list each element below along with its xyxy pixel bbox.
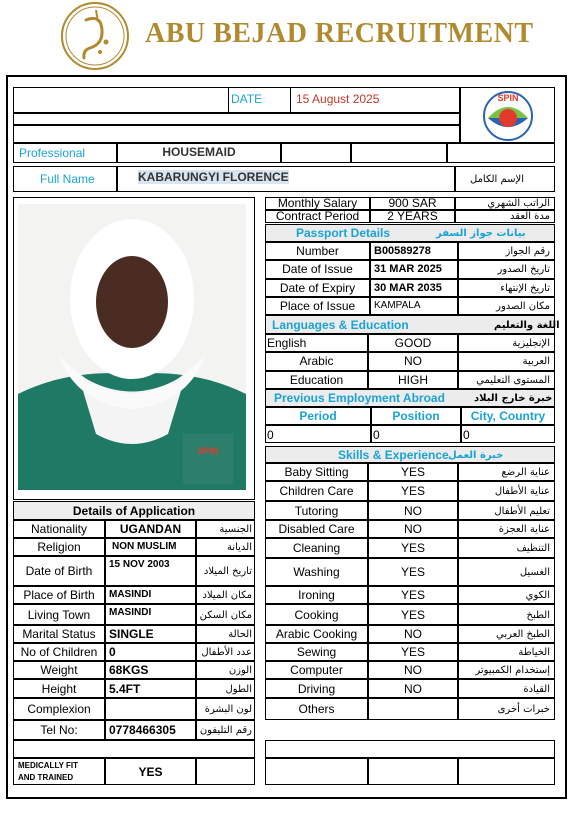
professional-label: Professional <box>19 146 86 160</box>
skill-label: Baby Sitting <box>284 465 349 479</box>
skill-arabic: الغسيل <box>519 567 550 578</box>
application-arabic: مكان السكن <box>199 609 252 621</box>
passport-value: KAMPALA <box>374 299 421 311</box>
application-arabic: الوزن <box>228 665 252 676</box>
passport-value: 30 MAR 2035 <box>374 281 442 294</box>
skill-arabic: الطبخ العربي <box>496 629 550 640</box>
application-heading: Details of Application <box>13 501 255 520</box>
languages-heading: Languages & Education اللغة والتعليم <box>265 315 555 334</box>
application-value: 15 NOV 2003 <box>109 559 170 570</box>
skill-value: YES <box>400 588 425 602</box>
application-value: 5.4FT <box>109 681 141 696</box>
employment-col-period: Period <box>299 409 337 423</box>
skill-arabic: الكوي <box>525 590 550 601</box>
skill-label: Others <box>298 702 335 716</box>
application-arabic: الطول <box>225 683 252 695</box>
skill-value: YES <box>400 645 425 659</box>
skill-arabic: عناية العجزة <box>498 524 550 535</box>
skill-label: Disabled Care <box>278 522 355 536</box>
employment-col-city: City, Country <box>470 409 546 423</box>
skill-arabic: الخياطة <box>518 647 550 658</box>
skill-value: NO <box>404 681 422 696</box>
passport-label: Number <box>296 244 339 258</box>
application-label: Date of Birth <box>25 564 93 578</box>
date-label: DATE <box>231 92 263 106</box>
application-label: Place of Birth <box>23 588 95 602</box>
skill-value: YES <box>400 465 425 479</box>
application-value: MASINDI <box>109 589 152 600</box>
skill-label: Arabic Cooking <box>275 627 358 641</box>
spin-logo-box <box>460 87 555 143</box>
contract-value: 2 YEARS <box>387 209 438 223</box>
language-value: NO <box>404 354 422 369</box>
skill-arabic: تعليم الأطفال <box>494 505 550 517</box>
contract-arabic: مدة العقد <box>510 211 550 222</box>
skill-arabic: إستخدام الكمبيوتر <box>475 665 550 676</box>
employment-city-value: 0 <box>463 428 470 442</box>
skill-arabic: الطبخ <box>526 609 550 621</box>
skill-label: Sewing <box>296 645 337 659</box>
application-value: 68KGS <box>109 663 149 677</box>
full-name-value: KABARUNGYI FLORENCE <box>138 170 289 184</box>
svg-text:SPIN: SPIN <box>197 446 219 456</box>
employment-position-value: 0 <box>373 428 380 442</box>
application-label: Marital Status <box>22 627 96 641</box>
application-arabic: تاريخ الميلاد <box>203 566 252 577</box>
language-label: Arabic <box>299 354 334 369</box>
company-logo <box>56 0 134 72</box>
application-arabic: مكان الميلاد <box>202 590 252 601</box>
medical-value: YES <box>138 765 163 779</box>
company-name: ABU BEJAD RECRUITMENT <box>145 18 534 49</box>
application-value: 0 <box>109 645 116 659</box>
application-value: NON MUSLIM <box>112 541 177 552</box>
full-name-label: Full Name <box>40 172 95 186</box>
passport-label: Date of Issue <box>282 262 353 277</box>
application-arabic: الديانة <box>226 542 252 553</box>
application-label: Religion <box>37 540 81 554</box>
skill-label: Computer <box>290 663 343 677</box>
language-label: Education <box>289 372 344 387</box>
passport-heading: Passport Details بيانات جواز السفر <box>265 224 555 242</box>
skill-label: Washing <box>293 565 340 579</box>
language-value: HIGH <box>398 372 428 387</box>
skill-label: Cooking <box>294 607 339 622</box>
skill-value: YES <box>400 565 425 579</box>
application-arabic: لون البشرة <box>204 704 252 715</box>
application-label: Weight <box>40 663 78 677</box>
application-label: Nationality <box>30 522 88 536</box>
application-arabic: عدد الأطفال <box>201 647 252 658</box>
contract-arabic: الراتب الشهري <box>487 198 550 209</box>
skills-heading: Skills & Experience خبرة العمل <box>265 446 555 463</box>
application-label: No of Children <box>20 645 98 659</box>
application-label: Height <box>41 681 77 696</box>
skill-label: Cleaning <box>292 541 341 555</box>
skill-arabic: القيادة <box>523 683 550 695</box>
full-name-arabic: الإسم الكامل <box>470 174 525 185</box>
date-value: 15 August 2025 <box>296 92 380 106</box>
application-value: MASINDI <box>109 607 152 618</box>
language-arabic: الإنجليزية <box>512 338 550 349</box>
language-value: GOOD <box>394 336 432 350</box>
skill-value: NO <box>404 627 422 641</box>
skill-value: YES <box>400 484 425 498</box>
application-value: 0778466305 <box>109 723 176 737</box>
passport-arabic: رقم الجواز <box>505 246 550 257</box>
contract-label: Contract Period <box>275 209 360 223</box>
skill-arabic: عناية الرضع <box>501 467 550 478</box>
medical-label: MEDICALLY FIT AND TRAINED <box>18 761 79 782</box>
skill-arabic: عناية الأطفال <box>494 486 550 497</box>
skill-arabic: التنظيف <box>516 543 550 554</box>
spin-logo <box>461 88 556 144</box>
skill-value: NO <box>404 663 422 677</box>
contract-value: 900 SAR <box>388 196 437 210</box>
skill-value: NO <box>404 503 422 518</box>
application-label: Tel No: <box>40 723 78 737</box>
passport-arabic: مكان الصدور <box>496 300 550 312</box>
skill-value: YES <box>400 541 425 555</box>
application-arabic: رقم التليفون <box>199 725 252 736</box>
svg-text:SPIN: SPIN <box>497 93 519 103</box>
passport-value: 31 MAR 2025 <box>374 263 442 276</box>
language-arabic: العربية <box>522 356 550 368</box>
application-arabic: الحالة <box>228 629 252 640</box>
profession-value: HOUSEMAID <box>162 145 236 159</box>
skill-arabic: خبرات أخرى <box>497 704 550 715</box>
application-arabic: الجنسية <box>219 524 252 535</box>
language-arabic: المستوى التعليمي <box>476 374 550 386</box>
skill-label: Tutoring <box>294 503 339 518</box>
application-value: SINGLE <box>109 627 154 641</box>
skill-value: YES <box>400 607 425 622</box>
employment-period-value: 0 <box>267 428 274 442</box>
passport-value: B00589278 <box>374 245 431 257</box>
employment-heading: Previous Employment Abroad خبرة خارج البلاد <box>265 389 555 407</box>
skill-value: NO <box>404 522 422 536</box>
skill-label: Driving <box>297 681 336 696</box>
application-value: UGANDAN <box>119 522 182 536</box>
employment-col-position: Position <box>392 409 440 423</box>
passport-arabic: تاريخ الصدور <box>497 264 550 276</box>
skill-label: Children Care <box>279 484 354 498</box>
passport-label: Date of Expiry <box>279 280 356 295</box>
application-label: Living Town <box>27 607 91 622</box>
contract-label: Monthly Salary <box>277 196 358 210</box>
passport-arabic: تاريخ الإنتهاء <box>500 282 550 294</box>
skill-label: Ironing <box>298 588 335 602</box>
language-label: English <box>267 336 307 350</box>
passport-label: Place of Issue <box>279 298 356 313</box>
application-label: Complexion <box>27 702 91 716</box>
